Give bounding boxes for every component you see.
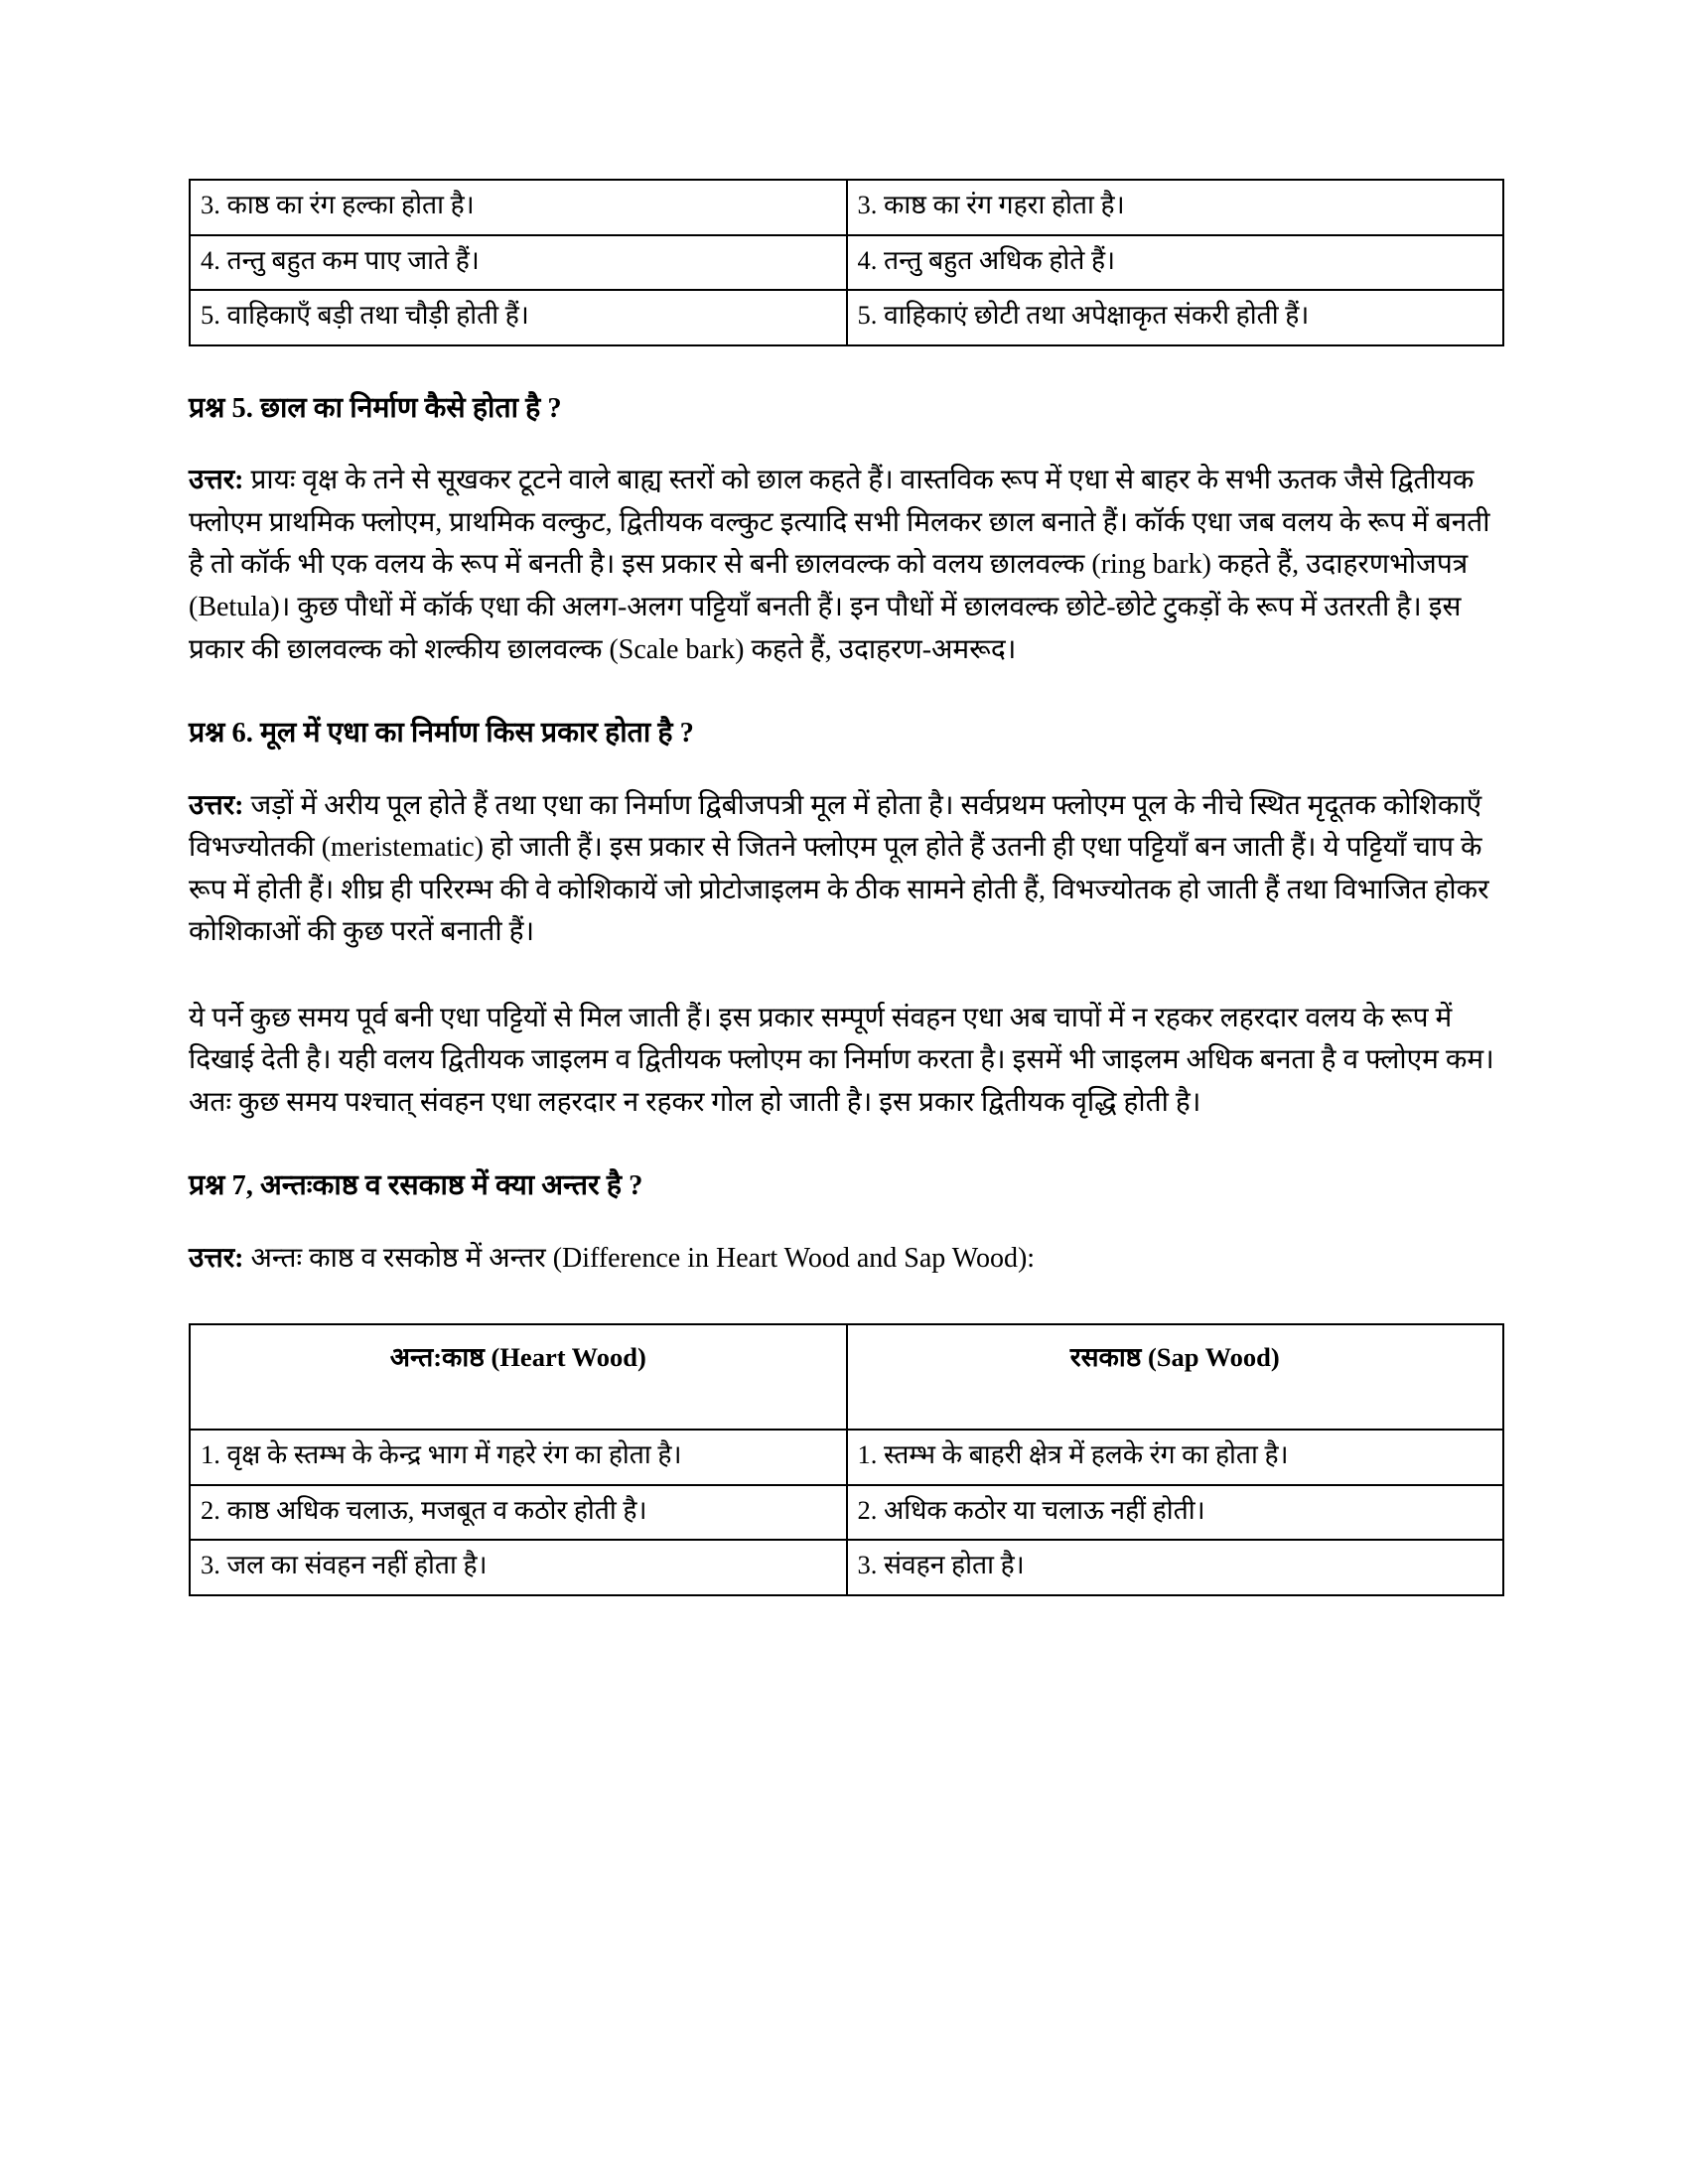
table-row xyxy=(190,180,1503,235)
question-5-heading: प्रश्न 5. छाल का निर्माण कैसे होता है ? xyxy=(189,392,562,424)
table-cell-right: 2. अधिक कठोर या चलाऊ नहीं होती। xyxy=(847,1485,1504,1541)
question-5-answer xyxy=(189,460,1504,671)
table-cell-right: 3. संवहन होता है। xyxy=(847,1540,1504,1595)
table-row xyxy=(190,290,1503,345)
question-6-heading: प्रश्न 6. मूल में एधा का निर्माण किस प्रकार होता है ? xyxy=(189,718,694,750)
table-header-sapwood: रसकाष्ठ (Sap Wood) xyxy=(847,1324,1504,1430)
table-cell-right: 4. तन्तु बहुत अधिक होते हैं। xyxy=(847,235,1504,291)
table-cell-left: 3. काष्ठ का रंग हल्का होता है। xyxy=(190,180,847,235)
answer-body: जड़ों में अरीय पूल होते हैं तथा एधा का निर्माण द्विबीजपत्री मूल में होता है। सर्वप्रथम फ्लोएम पूल के नीचे स्थित मृदूतक कोशिकाएँ विभज्योतकी (meristematic) हो जाती हैं। इस प्रकार से जितने फ्लोएम पूल होते हैं उतनी ही एधा पट्टियाँ बन जाती हैं। ये पट्टियाँ चाप के रूप में होती हैं। शीघ्र ही परिरम्भ की वे कोशिकायें जो प्रोटोजाइलम के ठीक सामने होती हैं, विभज्योतक हो जाती हैं तथा विभाजित होकर कोशिकाओं की कुछ परतें बनाती हैं। xyxy=(189,789,1489,948)
question-7-answer xyxy=(189,1238,1504,1281)
answer-label: उत्तर: xyxy=(189,789,244,821)
answer-label: उत्तर: xyxy=(189,465,244,496)
question-6-answer-paragraph-2: ये पर्ने कुछ समय पूर्व बनी एधा पट्टियों से मिल जाती हैं। इस प्रकार सम्पूर्ण संवहन एधा अब चापों में न रहकर लहरदार वलय के रूप में दिखाई देती है। यही वलय द्वितीयक जाइलम व द्वितीयक फ्लोएम का निर्माण करता है। इसमें भी जाइलम अधिक बनता है व फ्लोएम कम। अतः कुछ समय पश्चात् संवहन एधा लहरदार न रहकर गोल हो जाती है। इस प्रकार द्वितीयक वृद्धि होती है। xyxy=(189,1002,1494,1118)
table-row xyxy=(190,1430,1503,1485)
spacer xyxy=(189,753,1504,785)
spacer xyxy=(189,1280,1504,1323)
table-row xyxy=(190,1485,1503,1541)
table-cell-right: 5. वाहिकाएं छोटी तथा अपेक्षाकृत संकरी होती हैं। xyxy=(847,290,1504,345)
table-header-heartwood: अन्त:काष्ठ (Heart Wood) xyxy=(190,1324,847,1430)
table-cell-right: 1. स्तम्भ के बाहरी क्षेत्र में हलके रंग का होता है। xyxy=(847,1430,1504,1485)
spacer xyxy=(189,671,1504,715)
table-cell-left: 2. काष्ठ अधिक चलाऊ, मजबूत व कठोर होती है। xyxy=(190,1485,847,1541)
table-row xyxy=(190,1540,1503,1595)
table-softwood-hardwood-continued xyxy=(189,179,1504,346)
table-header-row xyxy=(190,1324,1503,1430)
table-cell-left: 1. वृक्ष के स्तम्भ के केन्द्र भाग में गहरे रंग का होता है। xyxy=(190,1430,847,1485)
spacer xyxy=(189,954,1504,998)
answer-body: अन्तः काष्ठ व रसकोष्ठ में अन्तर (Difference in Heart Wood and Sap Wood): xyxy=(243,1242,1036,1274)
question-6-answer xyxy=(189,785,1504,954)
table-row xyxy=(190,235,1503,291)
spacer xyxy=(189,428,1504,460)
table-cell-left: 4. तन्तु बहुत कम पाए जाते हैं। xyxy=(190,235,847,291)
spacer xyxy=(189,1124,1504,1167)
answer-label: उत्तर: xyxy=(189,1242,244,1274)
table-cell-left: 3. जल का संवहन नहीं होता है। xyxy=(190,1540,847,1595)
question-7-heading: प्रश्न 7, अन्तःकाष्ठ व रसकाष्ठ में क्या अन्तर है ? xyxy=(189,1170,643,1202)
answer-body: प्रायः वृक्ष के तने से सूखकर टूटने वाले बाह्य स्तरों को छाल कहते हैं। वास्तविक रूप में एधा से बाहर के सभी ऊतक जैसे द्वितीयक फ्लोएम प्राथमिक फ्लोएम, प्राथमिक वल्कुट, द्वितीयक वल्कुट इत्यादि सभी मिलकर छाल बनाते हैं। कॉर्क एधा जब वलय के रूप में बनती है तो कॉर्क भी एक वलय के रूप में बनती है। इस प्रकार से बनी छालवल्क को वलय छालवल्क (ring bark) कहते हैं, उदाहरणभोजपत्र (Betula)। कुछ पौधों में कॉर्क एधा की अलग-अलग पट्टियाँ बनती हैं। इन पौधों में छालवल्क छोटे-छोटे टुकड़ों के रूप में उतरती है। इस प्रकार की छालवल्क को शल्कीय छालवल्क (Scale bark) कहते हैं, उदाहरण-अमरूद। xyxy=(189,465,1490,665)
table-cell-right: 3. काष्ठ का रंग गहरा होता है। xyxy=(847,180,1504,235)
table-heartwood-sapwood xyxy=(189,1323,1504,1596)
table-cell-left: 5. वाहिकाएँ बड़ी तथा चौड़ी होती हैं। xyxy=(190,290,847,345)
spacer xyxy=(189,346,1504,390)
spacer xyxy=(189,1206,1504,1238)
